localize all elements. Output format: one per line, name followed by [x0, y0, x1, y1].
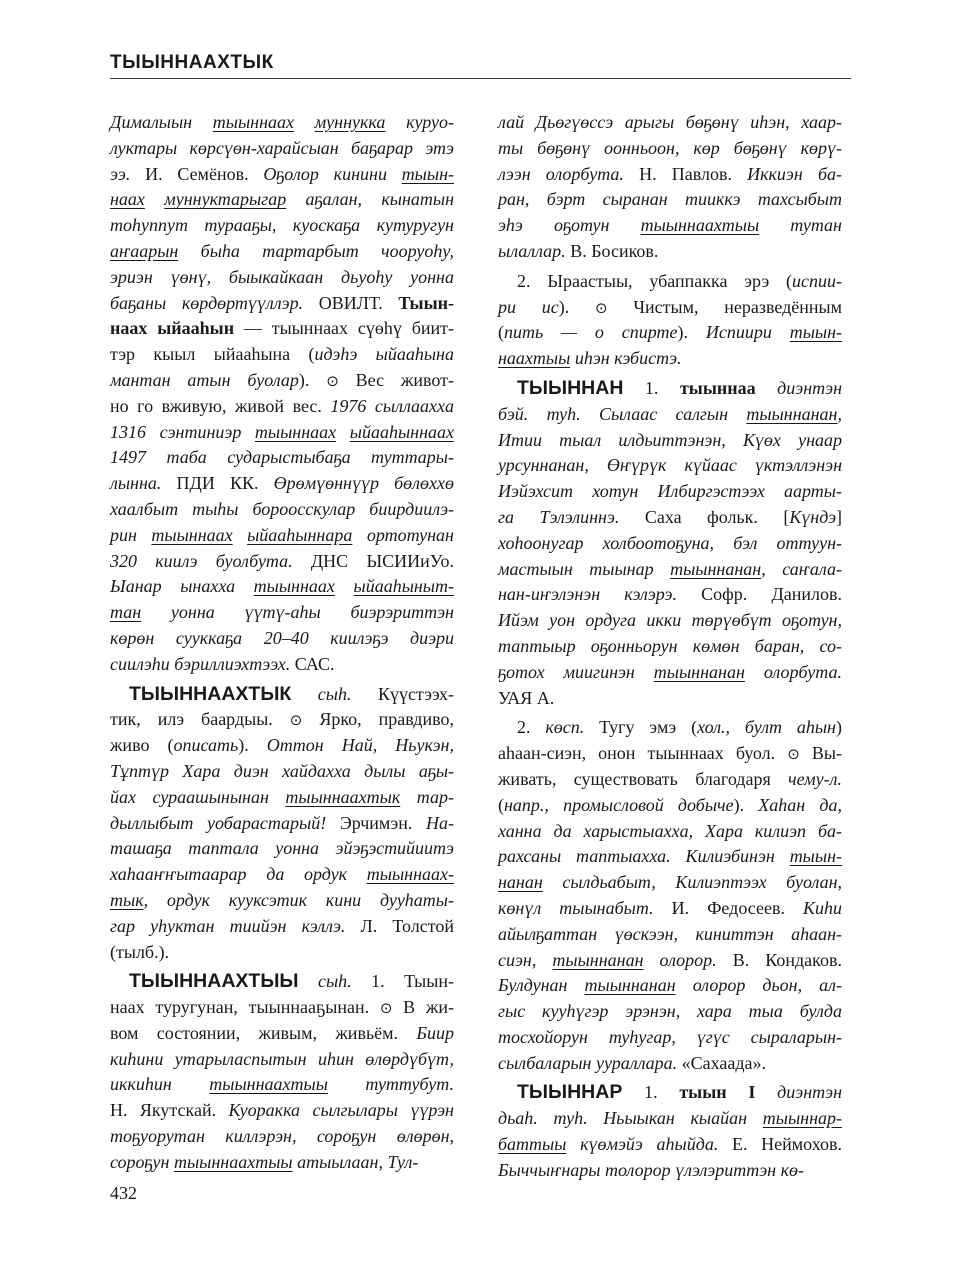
text-line: бэй. туһ. Сылаас салгын тыыннанан, [498, 403, 842, 424]
header-rule [110, 78, 851, 79]
text-line: эһэ оҕотун тыыннаахтыы тутан [498, 215, 842, 236]
text-line: хоһоонугар холбоотоҕуна, бэл оттуун- [498, 532, 842, 553]
text-line: ТЫЫННАН 1. тыыннаа диэнтэн [517, 376, 843, 399]
text-line: наахтыы иһэн кэбистэ. [498, 348, 682, 369]
text-line: ТЫЫННАР 1. тыын I диэнтэн [517, 1081, 843, 1104]
text-line: 2. көсп. Тугу эмэ (хол., булт аһын) [517, 717, 842, 738]
text-line: таптыыр оҕонньорун көмөн баран, со- [498, 635, 842, 656]
text-line: Н. Якутскай. Куоракка сылгылары үүрэн [110, 1100, 454, 1121]
text-line: йах сураашынынан тыыннаахтык тар- [110, 786, 454, 807]
text-line: (пить — о спирте). Испиири тыын- [498, 322, 843, 343]
text-line: живо (описать). Оттон Най, Ньукэн, [110, 735, 454, 756]
page-number: 432 [110, 1183, 137, 1203]
text-line: ылаллар. В. Босиков. [498, 240, 659, 261]
text-line: тосхойорун туһугар, үгүс сыраларын- [498, 1026, 842, 1047]
text-line: 320 киилэ буолбута. ДНС ЫСИИиУо. [110, 550, 454, 571]
running-head: ТЫЫННААХТЫК [110, 52, 274, 73]
text-line: Итии тыал илдьиттэнэн, Күөх унаар [498, 429, 842, 450]
text-line: ран, бэрт сыранан тииккэ тахсыбыт [498, 189, 842, 210]
text-line: көнүл тыынабыт. И. Федосеев. Киһи [498, 897, 842, 918]
text-line: хаһааҥҥытаарар да ордук тыыннаах- [110, 864, 454, 885]
text-line: баттыы күөмэйэ аһыйда. Е. Неймохов. [498, 1134, 843, 1155]
text-line: иккиһин тыыннаахтыы туттубут. [110, 1074, 454, 1095]
text-line: тоҕуорутан киллэрэн, сороҕун өлөрөн, [110, 1126, 454, 1147]
text-line: ТЫЫННААХТЫЫ сыһ. 1. Тыын- [129, 970, 454, 993]
text-line: тик, илэ баардыы. ⊙ Ярко, правдиво, [110, 709, 454, 730]
text-line: Булдунан тыыннанан олорор дьон, ал- [498, 975, 842, 996]
text-line: Ийэм уон ордуга икки төрүөбүт оҕотун, [498, 610, 842, 631]
text-line: көрөн сууккаҕа 20–40 киилэҕэ диэри [110, 627, 454, 648]
text-line: ханна да харыстыаххa, Хара килиэп ба- [498, 820, 842, 841]
text-line: ээ. И. Семёнов. Оҕолор кинини тыын- [110, 163, 454, 184]
text-line: наах туругунан, тыыннааҕынан. ⊙ В жи- [110, 997, 455, 1018]
text-line: ри ис). ⊙ Чистым, неразведённым [498, 296, 843, 317]
text-line: 2. Ыраастыы, убаппакка эрэ (испии- [517, 270, 842, 291]
text-line: баҕаны көрдөртүүллэр. ОВИЛТ. Тыын- [110, 292, 455, 313]
text-line: гар уһуктан тиийэн кэллэ. Л. Толстой [110, 915, 454, 936]
text-line: дыллыбыт уобарастарый! Эрчимэн. На- [110, 812, 454, 833]
text-line: ташаҕа таптала уонна эйэҕэстийиитэ [110, 838, 454, 859]
text-line: дьаһ. туһ. Ньыыкан кыайан тыыннар- [498, 1108, 842, 1129]
text-line: лээн олорбута. Н. Павлов. Иккиэн ба- [498, 163, 842, 184]
text-line: тык, ордук кууксэтик кини дууһаты- [110, 889, 454, 910]
text-line: сиэн, тыыннанан олорор. В. Кондаков. [498, 949, 842, 970]
text-line: наах ыйааһын — тыыннаах сүөһү биит- [110, 318, 454, 339]
left-column [110, 110, 454, 1176]
text-line: ты бөҕөнү оонньоон, көр бөҕөнү көрү- [498, 137, 842, 158]
text-line: Быччыҥнары толорор үлэлэриттэн кө- [498, 1159, 805, 1180]
text-line: аҥаарын быһа тартарбыт чооруоһу, [110, 240, 454, 261]
text-line: лай Дьөгүөссэ арыгы бөҕөнү иһэн, хаар- [498, 112, 842, 132]
text-line: рин тыыннаах ыйааһыннара ортотунан [110, 524, 454, 545]
text-line: ҕотох миигинэн тыыннанан олорбута. [498, 661, 842, 682]
text-line: (тылб.). [110, 941, 170, 962]
text-line: нан-иҥэлэнэн кэлэрэ. Софр. Данилов. [498, 584, 842, 605]
text-line: сороҕун тыыннаахтыы атыылаан, Тул- [110, 1151, 419, 1172]
text-line: 1497 таба сударыстыбаҕа туттары- [110, 447, 454, 468]
text-line: хаалбыт тыһы бороосскулар биирдиилэ- [110, 498, 454, 519]
text-line: аһаан-сиэн, онон тыыннаах буол. ⊙ Вы- [498, 743, 842, 764]
text-line: УАЯ А. [498, 687, 555, 708]
text-line: Тұптүр Хара диэн хайдахха дылы аҕы- [110, 760, 454, 781]
text-line: эриэн үөнү, быыкайкаан дьуоһу уонна [110, 266, 454, 287]
text-line: 1316 сэнтиниэр тыыннаах ыйааһыннаах [110, 421, 454, 442]
text-line: тоһуппут турааҕы, куоскаҕа кутуругун [110, 215, 454, 236]
text-line: (напр., промысловой добыче). Хаһан да, [498, 794, 843, 815]
text-line: мантан атын буолар). ⊙ Вес живот- [110, 369, 454, 390]
text-line: Ыанар ынахха тыыннаах ыйааһыныт- [110, 576, 454, 597]
text-line: Дималыын тыыннаах муннукка куруо- [110, 112, 454, 132]
text-line: тэр кыыл ыйааһына (идэһэ ыйааһына [110, 344, 454, 365]
text-line: га Тэлэлиннэ. Саха фольк. [Күндэ] [498, 506, 842, 527]
text-line: наах муннуктарыгар аҕалан, кынатын [110, 189, 455, 210]
text-line: Иэйэхсит хотун Илбиргэстээх аарты- [498, 481, 842, 502]
text-line: рахсаны таптыахха. Килиэбинэн тыын- [498, 846, 842, 867]
text-line: айылҕаттан үөскээн, киниттэн аһаан- [498, 923, 842, 944]
text-line: мастыын тыынар тыыннанан, саҥала- [498, 558, 842, 579]
text-line: сылбаларын ууралларa. «Сахаада». [498, 1052, 767, 1073]
text-line: сиилэһи бэриллиэхтээх. САС. [110, 653, 335, 674]
text-line: лынна. ПДИ КК. Өрөмүөннүүр бөлөххө [110, 473, 454, 494]
text-line: вом состоянии, живым, живьём. Биир [110, 1022, 454, 1043]
text-line: живать, существовать благодаря чему-л. [498, 768, 842, 789]
right-column [498, 110, 842, 1184]
text-line: но го вживую, живой вес. 1976 сыллааххa [110, 395, 454, 416]
text-line: гыс кууһүгэр эрэнэн, хара тыа булда [498, 1001, 842, 1022]
text-line: ТЫЫННААХТЫК сыһ. Күүстээх- [129, 682, 454, 705]
text-line: тан уонна үүтү-аһы биэрэриттэн [110, 602, 454, 623]
text-line: нанан сылдьабыт, Килиэптээх буолан, [498, 872, 842, 893]
text-line: урсуннанан, Өҥүрүк күйаас үктэллэнэн [498, 455, 842, 476]
text-line: луктары көрсүөн-харайсыан баҕарар этэ [110, 137, 454, 158]
text-line: киһини утарыласпытын иһин өлөрдүбүт, [110, 1048, 454, 1069]
